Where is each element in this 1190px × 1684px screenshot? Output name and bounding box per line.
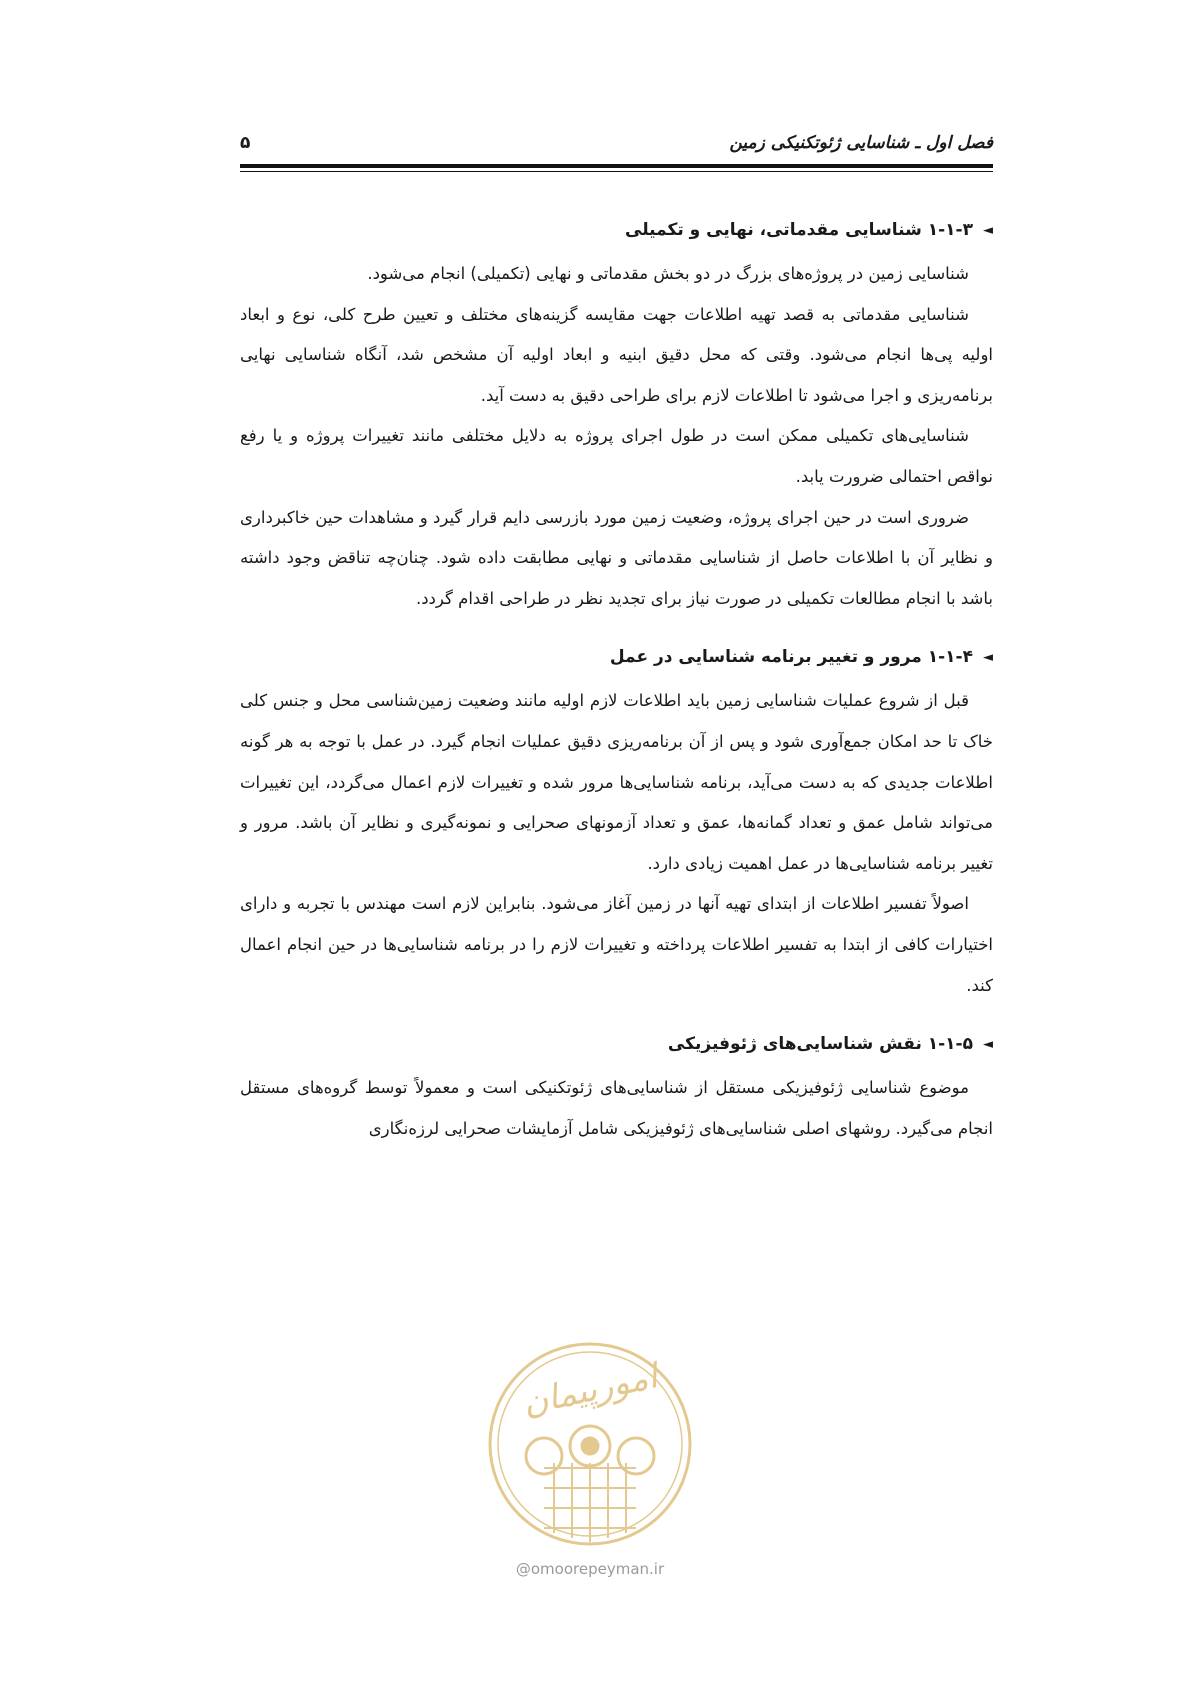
section-heading-1-1-4 — [240, 639, 993, 675]
triangle-bullet-icon: ◄ — [983, 1036, 993, 1052]
page-number: ۵ — [240, 133, 251, 153]
section-heading-text: ۱-۱-۳ شناسایی مقدماتی، نهایی و تکمیلی — [625, 220, 973, 240]
header-rule-thin — [240, 171, 993, 172]
section-heading-text: ۱-۱-۴ مرور و تغییر برنامه شناسایی در عمل — [609, 647, 973, 668]
paragraph: موضوع شناسایی ژئوفیزیکی مستقل از شناسایی‌های ژئوتکنیکی است و معمولاً توسط گروه‌های مستقل انجام می‌گیرد. روشهای اصلی شناسایی‌های ژئوفیزیکی شامل آزمایشات صحرایی لرزه‌نگاری — [240, 1078, 993, 1138]
triangle-bullet-icon: ◄ — [983, 222, 993, 238]
paragraph: شناسایی زمین در پروژه‌های بزرگ در دو بخش مقدماتی و نهایی (تکمیلی) انجام می‌شود. — [367, 264, 969, 283]
page-header — [240, 127, 993, 159]
section-heading-1-1-3 — [240, 212, 993, 248]
section-heading-1-1-5 — [240, 1026, 993, 1062]
watermark-logo-text: امورپیمان — [519, 1356, 661, 1424]
paragraph: شناسایی مقدماتی به قصد تهیه اطلاعات جهت مقایسه گزینه‌های مختلف و تعیین طرح کلی، نوع و ابعاد اولیه پی‌ها انجام می‌شود. وقتی که محل دقیق ابنیه و ابعاد اولیه آن مشخص شد، آنگاه شناسایی نهایی برنامه‌ریزی و اجرا می‌شود تا اطلاعات لازم برای طراحی دقیق به دست آید. — [240, 304, 993, 405]
paragraph: ضروری است در حین اجرای پروژه، وضعیت زمین مورد بازرسی دایم قرار گیرد و مشاهدات حین خاکبرداری و نظایر آن با اطلاعات حاصل از شناسایی مقدماتی و نهایی مطابقت داده شود. چنان‌چه تناقض وجود داشته باشد با انجام مطالعات تکمیلی در صورت نیاز برای تجدید نظر در طراحی اقدام گردد. — [240, 507, 993, 608]
running-title: فصل اول ـ شناسایی ژئوتکنیکی زمین — [729, 133, 993, 153]
paragraph: شناسایی‌های تکمیلی ممکن است در طول اجرای پروژه به دلایل مختلفی مانند تغییرات پروژه و یا رفع نواقص احتمالی ضرورت یابد. — [240, 426, 993, 486]
page-body — [240, 212, 993, 1149]
header-rule-thick — [240, 164, 993, 168]
watermark-url: @omoorepeyman.ir — [515, 1560, 665, 1578]
triangle-bullet-icon: ◄ — [983, 649, 993, 665]
paragraph: قبل از شروع عملیات شناسایی زمین باید اطلاعات لازم اولیه مانند وضعیت زمین‌شناسی محل و جنس کلی خاک تا حد امکان جمع‌آوری شود و پس از آن برنامه‌ریزی دقیق عملیات انجام گیرد. در عمل با توجه به هر گونه اطلاعات جدیدی که به دست می‌آید، برنامه شناسایی‌ها مرور شده و تغییرات لازم اعمال می‌گردد، این تغییرات می‌تواند شامل عمق و تعداد گمانه‌ها، عمق و تعداد آزمونهای صحرایی و نمونه‌گیری و نظایر آن باشد. مرور و تغییر برنامه شناسایی‌ها در عمل اهمیت زیادی دارد. — [240, 691, 993, 873]
section-heading-text: ۱-۱-۵ نقش شناسایی‌های ژئوفیزیکی — [667, 1034, 973, 1055]
paragraph: اصولاً تفسیر اطلاعات از ابتدای تهیه آنها در زمین آغاز می‌شود. بنابراین لازم است مهندس با تجربه و دارای اختیارات کافی از ابتدا به تفسیر اطلاعات پرداخته و تغییرات لازم را در برنامه شناسایی‌ها در حین انجام اعمال کند. — [240, 894, 993, 995]
